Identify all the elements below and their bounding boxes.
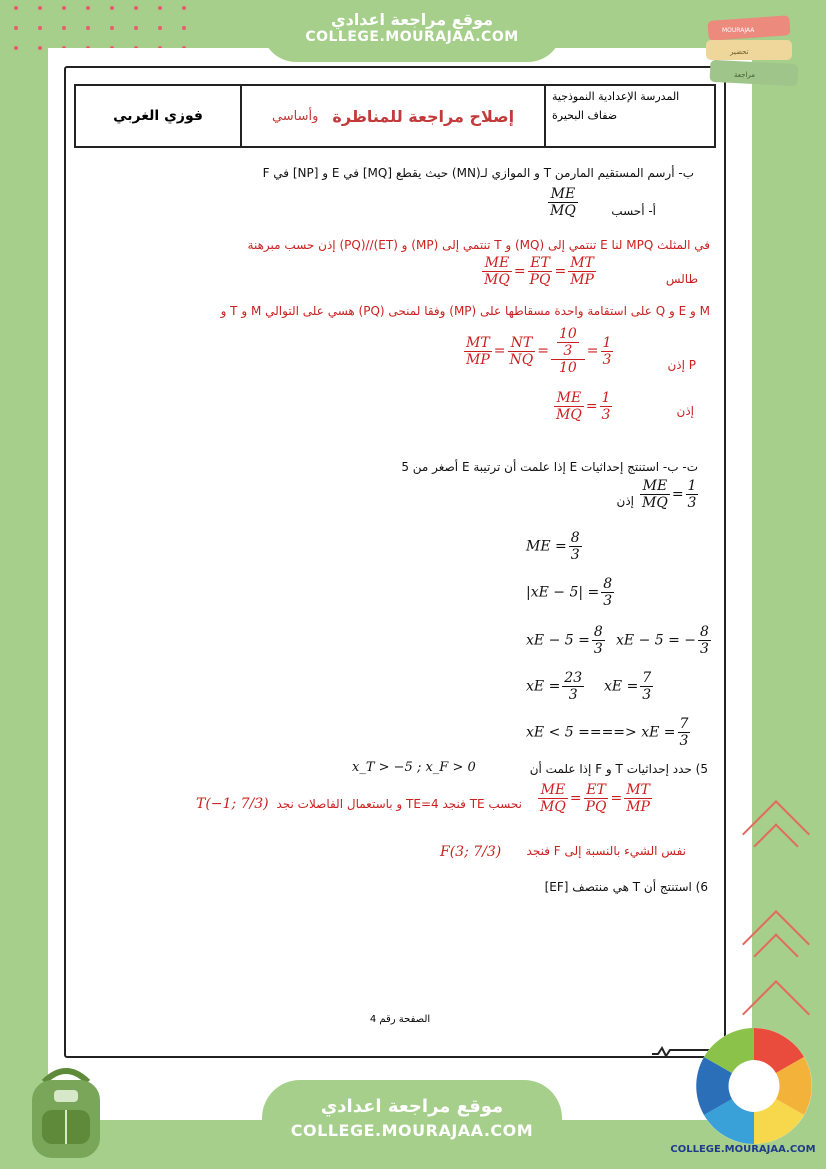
question-6: 6) استنتج أن T هي منتصف [EF] (544, 880, 708, 894)
backpack-illustration (14, 1060, 118, 1160)
books-illustration (700, 14, 810, 94)
teacher-name: فوزي الغربي (113, 108, 203, 124)
xe-final: xE < 5 ====> xE = $\frac{7}{3}$ (526, 716, 689, 749)
book-spine-1: MOURAJAA (722, 27, 755, 34)
answer-p-then: P إذن (667, 358, 696, 372)
xe-case-negative: xE − 5 = − $\frac{8}{3}$ (616, 624, 709, 657)
answer-5-ratios: $\frac{ME}{MQ}$ = $\frac{ET}{PQ}$ = $\frac{MT}{MP}$ (540, 782, 650, 815)
answer-5-f-coord: F(3; 7/3) (440, 844, 502, 860)
teacher-cell (76, 86, 242, 146)
xe-solution-1: xE = $\frac{23}{3}$ (526, 670, 583, 703)
answer-projection: M و E و Q على استقامة واحدة مسقاطها على (MP) وفقا لمنحى (PQ) هسي على التوالي M و T و (220, 304, 710, 318)
xe-solution-2: xE = $\frac{7}{3}$ (604, 670, 652, 703)
document-header (74, 84, 716, 148)
then-2: إذن (616, 494, 634, 508)
xe-case-positive: xE − 5 = $\frac{8}{3}$ (526, 624, 603, 657)
bottom-banner-title: موقع مراجعة اعدادي (320, 1096, 504, 1117)
answer-5-same: نفس الشيء بالنسبة إلى F فنجد (526, 844, 686, 858)
book-spine-3: مراجعة (734, 71, 756, 79)
question-b: ب- أرسم المستقيم المارمن T و الموازي لـ(MN) حيث يقطع [MQ] في E و [NP] في F (262, 166, 694, 180)
ratio-me-mq: $\frac{ME}{MQ}$ (550, 186, 576, 219)
site-logo[interactable] (694, 1026, 814, 1146)
answer-5-calc: نحسب TE فنجد TE=4 و باستعمال الفاصلات نجد (276, 797, 522, 811)
bottom-banner-url[interactable]: COLLEGE.MOURAJAA.COM (290, 1121, 534, 1140)
book-spine-2: تحضير (730, 48, 749, 56)
ratio-computation: $\frac{MT}{MP}$ = $\frac{NT}{NQ}$ = 10 3 10 = $\frac{1}{3}$ (466, 326, 612, 376)
answer-triangle: في المثلث MPQ لنا E تنتمي إلى (MQ) و T تنتمي إلى (MP) و (ET)//(PQ) إذن حسب مبرهنة (247, 238, 710, 252)
page-number: الصفحة رقم 4 (369, 1014, 431, 1025)
title-cell (242, 86, 546, 146)
question-t: ت- ب- استنتج إحداثيات E إذا علمت أن ترتيبة E أصغر من 5 (401, 460, 698, 474)
answer-then-1: إذن (676, 404, 694, 418)
document-subtitle: وأساسي (271, 108, 319, 124)
result-me-mq-2: $\frac{ME}{MQ}$ = $\frac{1}{3}$ (642, 478, 697, 511)
top-banner-url[interactable]: COLLEGE.MOURAJAA.COM (305, 29, 519, 45)
school-cell (546, 86, 714, 146)
thales-ratios: $\frac{ME}{MQ}$ = $\frac{ET}{PQ}$ = $\frac{MT}{MP}$ (484, 255, 594, 288)
question-5: 5) حدد إحداثيات T و F إذا علمت أن (529, 762, 708, 776)
bottom-site-banner[interactable] (262, 1080, 562, 1169)
result-me-mq: $\frac{ME}{MQ}$ = $\frac{1}{3}$ (556, 390, 611, 423)
logo-caption[interactable]: COLLEGE.MOURAJAA.COM (670, 1144, 816, 1155)
school-name: المدرسة الإعدادية النموذجية (552, 90, 680, 103)
answer-thales: طالس (665, 272, 698, 286)
document-title: إصلاح مراجعة للمناظرة (332, 106, 515, 126)
top-site-banner[interactable] (262, 0, 562, 62)
question-5-condition: x_T > −5 ; x_F > 0 (352, 760, 476, 775)
school-location: ضفاف البحيرة (552, 109, 618, 122)
top-banner-title: موقع مراجعة اعدادي (330, 10, 494, 29)
question-a-calc: أ- أحسب (611, 204, 656, 218)
me-value: ME = $\frac{8}{3}$ (526, 530, 580, 563)
abs-xe-equation: |xE − 5| = $\frac{8}{3}$ (526, 576, 613, 609)
answer-5-t-coord: T(−1; 7/3) (196, 796, 269, 812)
